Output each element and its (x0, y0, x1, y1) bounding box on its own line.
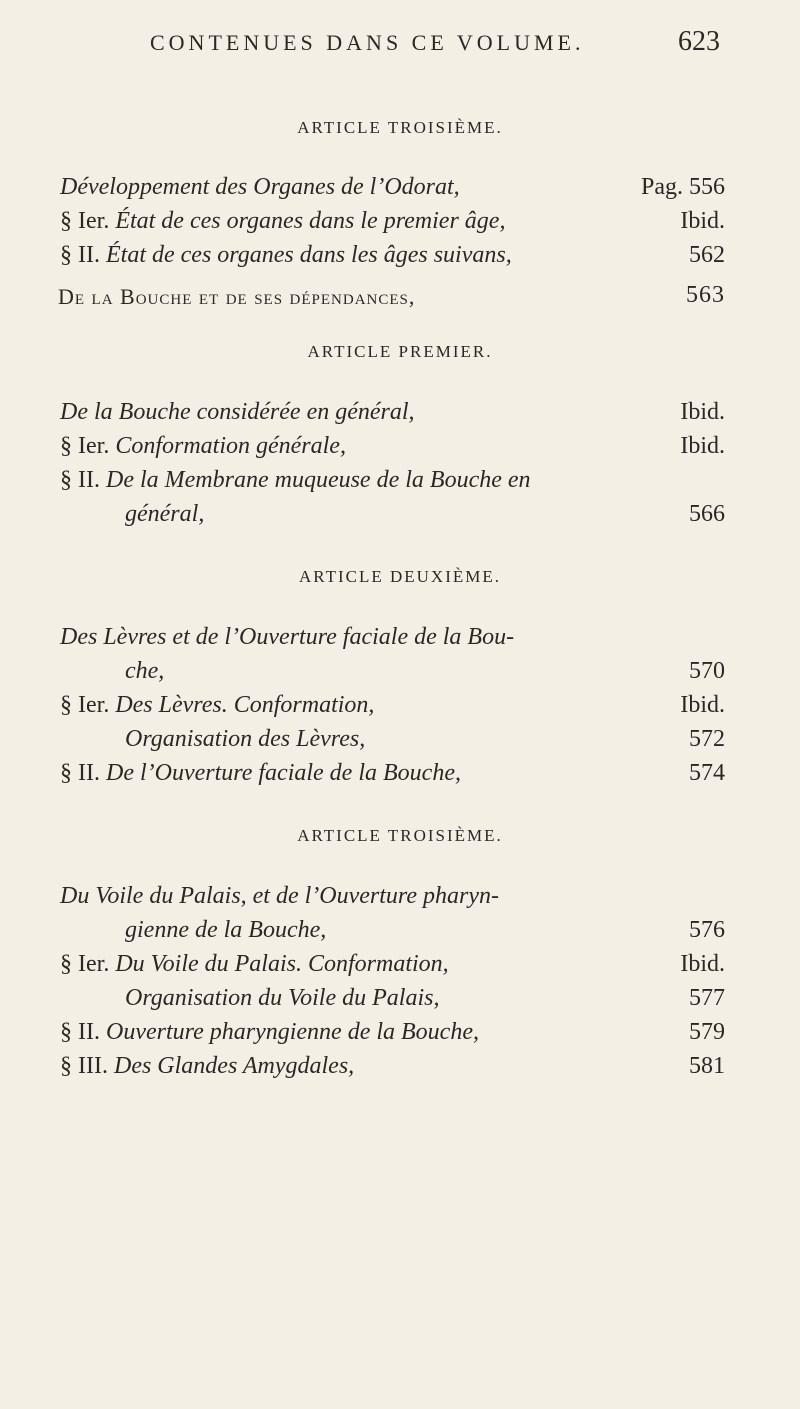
toc-entry (60, 756, 725, 790)
entry-page: Ibid. (680, 951, 725, 977)
entry-title-cont: Organisation des Lèvres, (125, 726, 366, 752)
section-title: De la Bouche et de ses dépendances, (58, 284, 416, 309)
entry-page: 579 (689, 1019, 725, 1045)
article-heading: ARTICLE TROISIÈME. (297, 826, 503, 845)
entry-title-cont: gienne de la Bouche, (125, 917, 327, 943)
entry-title: De la Bouche considérée en général, (60, 399, 415, 425)
section-sign: § III. (60, 1053, 108, 1079)
article-heading: ARTICLE DEUXIÈME. (298, 567, 501, 586)
section-sign: § Ier. (60, 208, 110, 234)
section-page: 563 (686, 282, 725, 308)
toc-entry (60, 395, 725, 429)
entry-title: Ouverture pharyngienne de la Bouche, (105, 1019, 479, 1045)
toc-entry-continuation (125, 654, 725, 688)
running-head-title: CONTENUES DANS CE VOLUME. (150, 30, 585, 55)
toc-entry-continuation (125, 913, 725, 947)
entry-title-cont: che, (125, 658, 165, 684)
entry-title: État de ces organes dans le premier âge, (115, 208, 506, 234)
toc-entry (60, 620, 725, 654)
toc-entry (60, 947, 725, 981)
entry-page: Pag. 556 (641, 174, 725, 200)
toc-entry (60, 170, 725, 204)
entry-page: Ibid. (680, 692, 725, 718)
entry-title: De la Membrane muqueuse de la Bouche en (105, 467, 531, 493)
section-sign: § II. (60, 467, 100, 493)
page-number: 623 (678, 26, 720, 57)
toc-entry-continuation (125, 722, 725, 756)
entry-page: 577 (689, 985, 725, 1011)
entry-page: 581 (689, 1053, 725, 1079)
toc-entry (60, 688, 725, 722)
article-heading: ARTICLE PREMIER. (307, 342, 493, 361)
toc-entry (60, 1049, 725, 1083)
entry-title: Des Lèvres. Conformation, (115, 692, 375, 718)
entry-page: Ibid. (680, 433, 725, 459)
section-sign: § Ier. (60, 433, 110, 459)
article-heading: ARTICLE TROISIÈME. (297, 118, 503, 137)
entry-title: Des Lèvres et de l’Ouverture faciale de la Bou- (60, 624, 515, 650)
entry-page: Ibid. (680, 208, 725, 234)
entry-title: Conformation générale, (115, 433, 346, 459)
section-sign: § II. (60, 242, 100, 268)
toc-entry (60, 204, 725, 238)
toc-entry-continuation (125, 497, 725, 531)
toc-entry (60, 879, 725, 913)
section-sign: § Ier. (60, 951, 110, 977)
entry-title: État de ces organes dans les âges suivans, (105, 242, 512, 268)
entry-page: 574 (689, 760, 725, 786)
entry-page: 562 (689, 242, 725, 268)
entry-title-cont: Organisation du Voile du Palais, (125, 985, 440, 1011)
toc-entry (60, 463, 725, 497)
entry-title-cont: général, (125, 501, 205, 527)
entry-title: Des Glandes Amygdales, (113, 1053, 355, 1079)
toc-entry (60, 238, 725, 272)
entry-page: 570 (689, 658, 725, 684)
toc-entry (60, 1015, 725, 1049)
entry-page: 566 (689, 501, 725, 527)
section-sign: § II. (60, 760, 100, 786)
entry-title: Développement des Organes de l’Odorat, (60, 174, 460, 200)
entry-page: 576 (689, 917, 725, 943)
section-sign: § Ier. (60, 692, 110, 718)
toc-entry-continuation (125, 981, 725, 1015)
entry-title: Du Voile du Palais, et de l’Ouverture pharyn- (60, 883, 500, 909)
toc-entry (60, 429, 725, 463)
entry-page: Ibid. (680, 399, 725, 425)
entry-title: De l’Ouverture faciale de la Bouche, (105, 760, 461, 786)
entry-title: Du Voile du Palais. Conformation, (115, 951, 449, 977)
running-head (150, 26, 720, 57)
entry-page: 572 (689, 726, 725, 752)
section-heading (58, 284, 725, 310)
section-sign: § II. (60, 1019, 100, 1045)
